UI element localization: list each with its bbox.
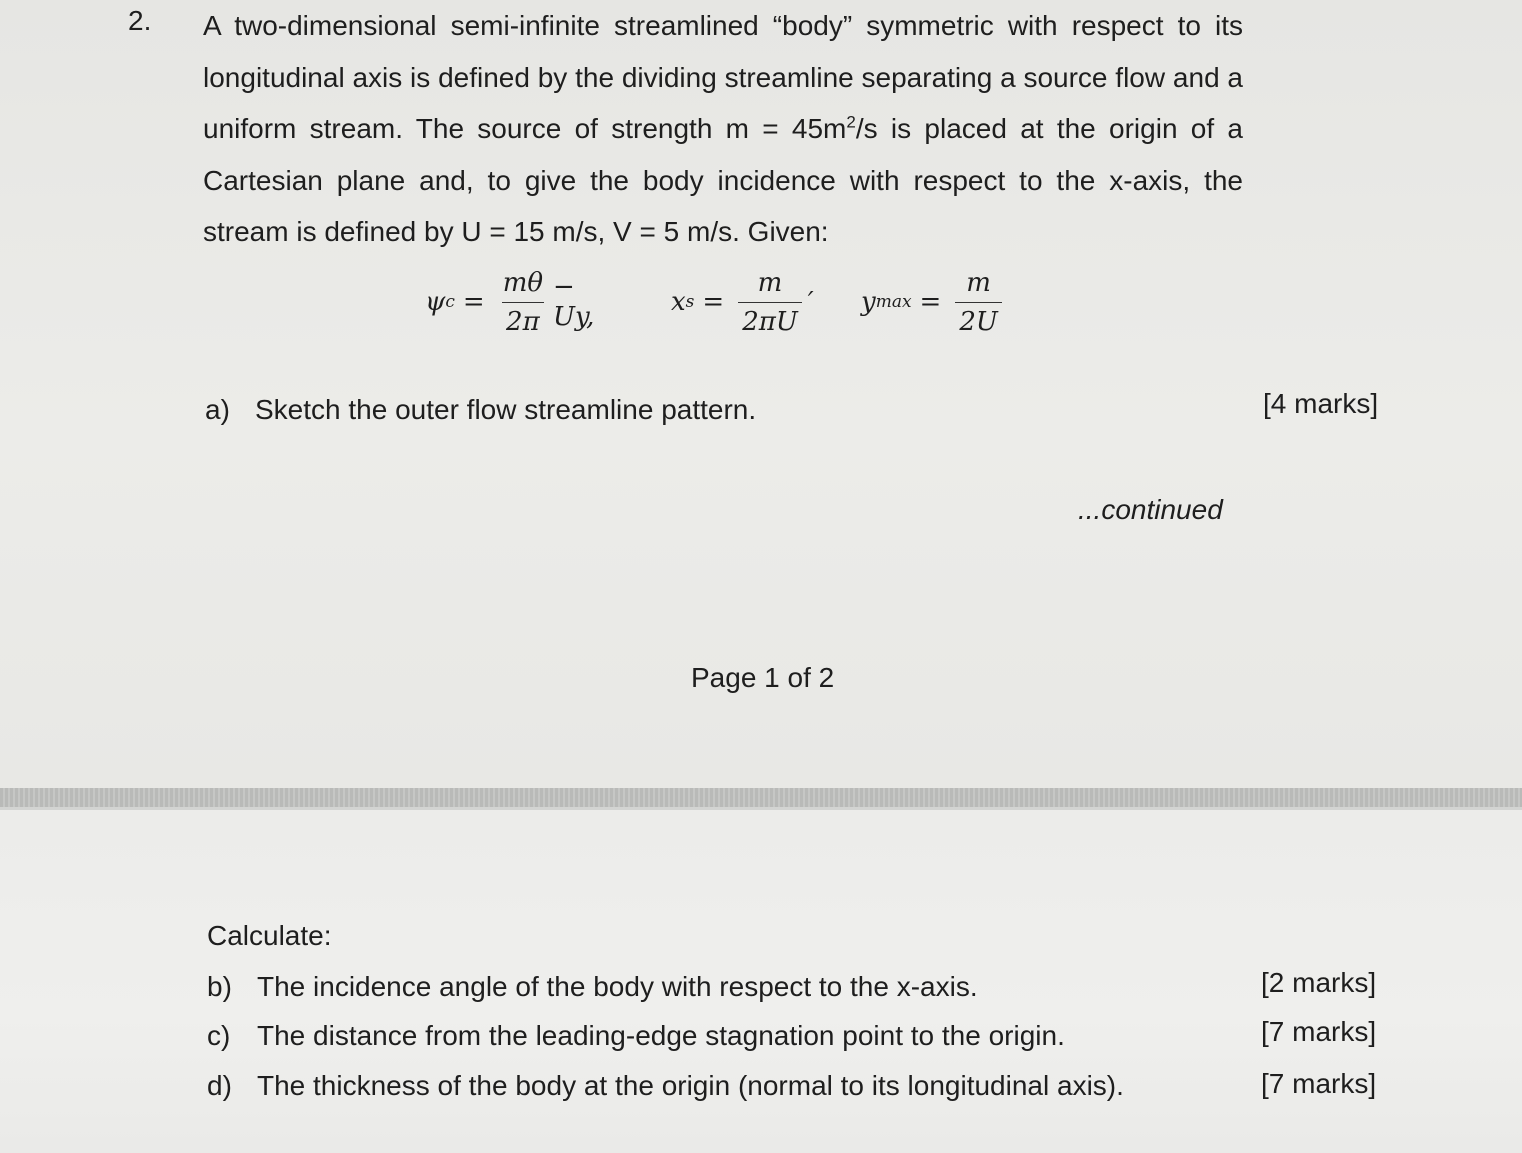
part-b-marks: [2 marks] [1261,967,1377,998]
question-text [203,0,1243,258]
stagnation-distance-formula [671,262,814,342]
question-line-3-end: /s is placed at the origin [855,113,1178,144]
continued-note: ...continued [1078,494,1223,525]
ymax-formula [861,262,1008,342]
denominator: 2U [955,302,1001,337]
equals-sign: = [462,287,485,317]
psi-subscript: c [445,292,455,312]
psi-symbol: ψ [425,287,446,317]
fraction [955,268,1001,337]
superscript-2: 2 [846,112,856,132]
stream-function-formula [425,262,594,342]
page-number: Page 1 of 2 [691,662,835,693]
part-d-text: The thickness of the body at the origin (normal to its longitudinal axis). [257,1070,1124,1101]
equals-sign: = [702,287,725,317]
formula-tail: ′ [807,287,814,317]
part-a-text: Sketch the outer flow streamline pattern. [255,394,757,425]
equals-sign: = [919,287,942,317]
question-number: 2. [128,5,152,36]
calculate-heading: Calculate: [207,920,332,951]
part-a-label: a) [205,394,230,425]
question-line-3: and a uniform stream. The source of strength m = 45m [203,61,1244,144]
numerator: m [757,267,783,298]
ymax-subscript: max [875,292,912,312]
part-c-label: c) [207,1020,231,1051]
part-d-marks: [7 marks] [1261,1068,1377,1099]
question-line-1: A two-dimensional semi-infinite streamlined “body” symmetric with respect to its [203,10,1243,41]
fraction [499,268,547,337]
y-symbol: y [861,287,876,317]
page-divider [0,788,1522,810]
numerator: m [966,267,991,298]
xs-symbol: x [671,287,686,317]
part-b-text: The incidence angle of the body with respect to the x-axis. [257,971,978,1002]
formula-tail: − Uy, [553,272,595,332]
xs-subscript: s [685,292,695,312]
part-c-marks: [7 marks] [1261,1016,1377,1047]
part-c-text: The distance from the leading-edge stagnation point to the origin. [257,1020,1065,1051]
part-b-label: b) [207,971,232,1002]
part-d-label: d) [207,1070,232,1101]
part-a-marks: [4 marks] [1263,388,1379,419]
denominator: 2πU [738,302,802,337]
fraction [738,268,802,337]
numerator: mθ [502,267,544,298]
denominator: 2π [502,302,544,337]
question-line-5: the stream is defined by U = 15 m/s, V = 5 m/s. Given: [203,164,1243,247]
question-line-4: of a Cartesian plane and, to give the body incidence with respect to the x-axis, [203,113,1243,196]
question-line-2: longitudinal axis is defined by the dividing streamline separating a source flow [203,61,1166,93]
